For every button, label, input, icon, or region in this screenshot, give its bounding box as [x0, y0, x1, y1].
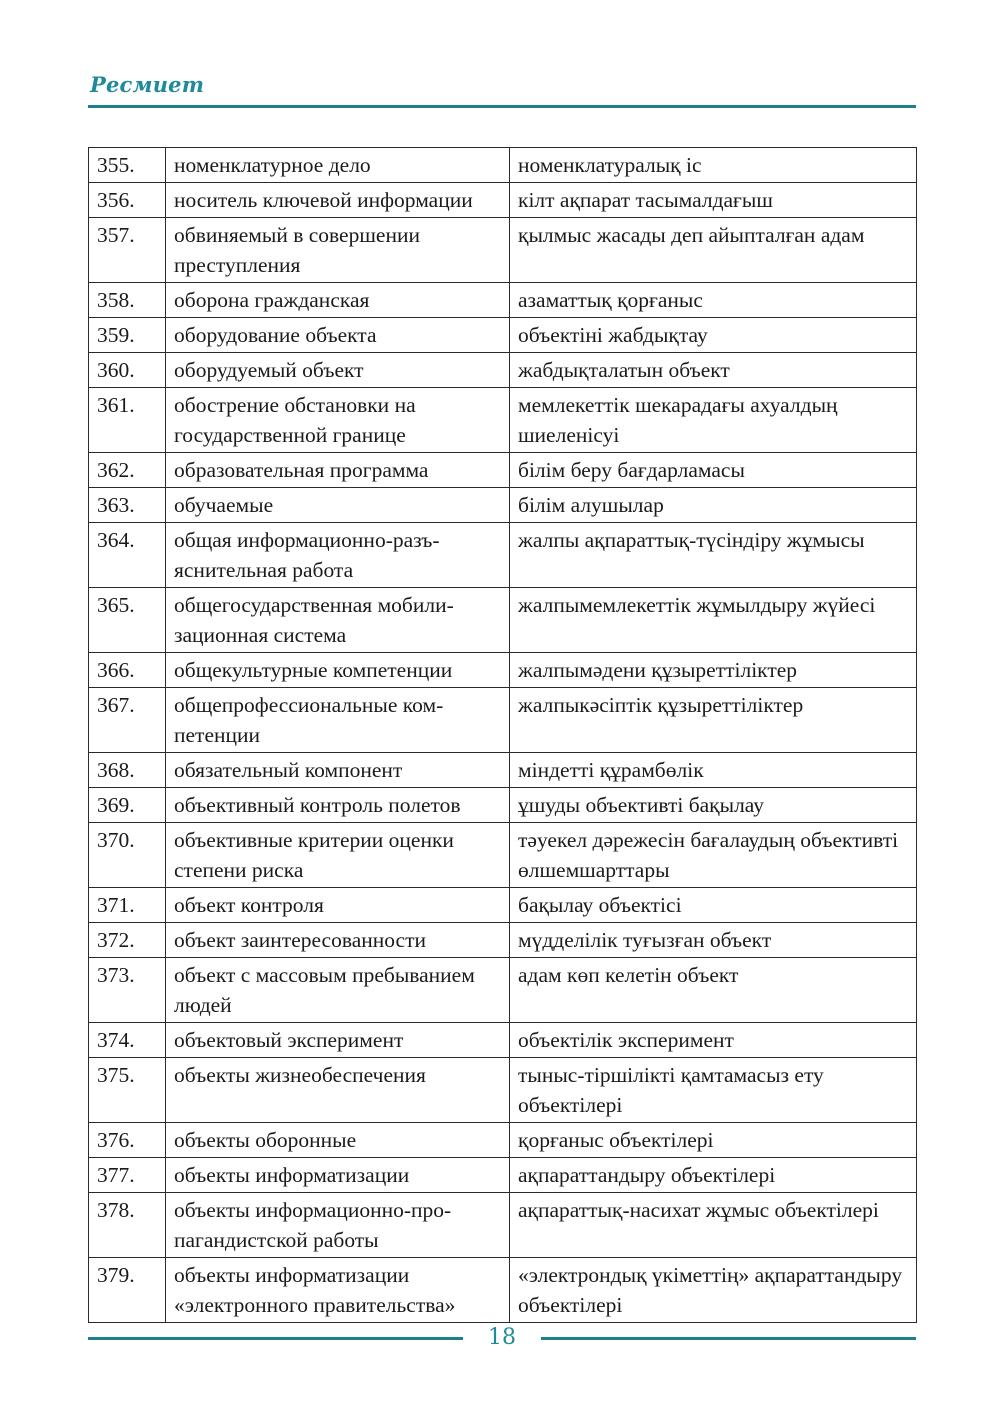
footer-divider-right	[541, 1337, 916, 1340]
russian-term: общепрофессиональные компетенции	[166, 688, 510, 753]
entry-number: 376.	[89, 1123, 166, 1158]
russian-term: объекты жизнеобеспечения	[166, 1058, 510, 1123]
entry-number: 356.	[89, 183, 166, 218]
table-row	[89, 1258, 917, 1323]
kazakh-term: жабдықталатын объект	[510, 353, 917, 388]
entry-number: 374.	[89, 1023, 166, 1058]
entry-number: 371.	[89, 888, 166, 923]
table-row	[89, 753, 917, 788]
kazakh-term: кілт ақпарат тасымалдағыш	[510, 183, 917, 218]
russian-term: оборона гражданская	[166, 283, 510, 318]
russian-term: объективный контроль полетов	[166, 788, 510, 823]
kazakh-term: мүдделілік туғызған объект	[510, 923, 917, 958]
kazakh-term: қорғаныс объектілері	[510, 1123, 917, 1158]
kazakh-term: қылмыс жасады деп айыпталған адам	[510, 218, 917, 283]
table-row	[89, 1023, 917, 1058]
entry-number: 379.	[89, 1258, 166, 1323]
table-row	[89, 1158, 917, 1193]
entry-number: 360.	[89, 353, 166, 388]
russian-term: номенклатурное дело	[166, 148, 510, 183]
kazakh-term: объектілік эксперимент	[510, 1023, 917, 1058]
kazakh-term: міндетті құрамбөлік	[510, 753, 917, 788]
table-row	[89, 1193, 917, 1258]
entry-number: 370.	[89, 823, 166, 888]
kazakh-term: жалпымемлекеттік жұмылдыру жүйесі	[510, 588, 917, 653]
entry-number: 378.	[89, 1193, 166, 1258]
russian-term: общая информационно-разъяснительная работа	[166, 523, 510, 588]
kazakh-term: мемлекеттік шекарадағы ахуалдың шиеленісуі	[510, 388, 917, 453]
entry-number: 372.	[89, 923, 166, 958]
entry-number: 361.	[89, 388, 166, 453]
russian-term: обвиняемый в совершении преступления	[166, 218, 510, 283]
entry-number: 359.	[89, 318, 166, 353]
kazakh-term: ақпараттандыру объектілері	[510, 1158, 917, 1193]
entry-number: 377.	[89, 1158, 166, 1193]
page-number: 18	[488, 1325, 516, 1350]
russian-term: обязательный компонент	[166, 753, 510, 788]
russian-term: объект контроля	[166, 888, 510, 923]
russian-term: объекты информатизации	[166, 1158, 510, 1193]
russian-term: общегосударственная мобилизационная система	[166, 588, 510, 653]
entry-number: 363.	[89, 488, 166, 523]
entry-number: 367.	[89, 688, 166, 753]
entry-number: 366.	[89, 653, 166, 688]
russian-term: носитель ключевой информации	[166, 183, 510, 218]
russian-term: обострение обстановки на государственной границе	[166, 388, 510, 453]
kazakh-term: жалпы ақпараттық-түсіндіру жұмысы	[510, 523, 917, 588]
glossary-table	[88, 147, 917, 1323]
russian-term: оборудуемый объект	[166, 353, 510, 388]
entry-number: 364.	[89, 523, 166, 588]
russian-term: объекты информационно-пропагандистской работы	[166, 1193, 510, 1258]
table-row	[89, 183, 917, 218]
russian-term: объектовый эксперимент	[166, 1023, 510, 1058]
table-row	[89, 1123, 917, 1158]
table-row	[89, 588, 917, 653]
entry-number: 369.	[89, 788, 166, 823]
kazakh-term: білім алушылар	[510, 488, 917, 523]
table-row	[89, 653, 917, 688]
table-row	[89, 388, 917, 453]
glossary-table-body	[89, 148, 917, 1323]
table-row	[89, 823, 917, 888]
kazakh-term: білім беру бағдарламасы	[510, 453, 917, 488]
table-row	[89, 923, 917, 958]
table-row	[89, 148, 917, 183]
russian-term: объективные критерии оценки степени риска	[166, 823, 510, 888]
table-row	[89, 1058, 917, 1123]
table-row	[89, 318, 917, 353]
russian-term: объекты оборонные	[166, 1123, 510, 1158]
kazakh-term: объектіні жабдықтау	[510, 318, 917, 353]
russian-term: оборудование объекта	[166, 318, 510, 353]
kazakh-term: азаматтық қорғаныс	[510, 283, 917, 318]
entry-number: 375.	[89, 1058, 166, 1123]
russian-term: общекультурные компетенции	[166, 653, 510, 688]
kazakh-term: тәуекел дәрежесін бағалаудың объективті өлшемшарттары	[510, 823, 917, 888]
kazakh-term: ұшуды объективті бақылау	[510, 788, 917, 823]
entry-number: 365.	[89, 588, 166, 653]
russian-term: образовательная программа	[166, 453, 510, 488]
table-row	[89, 958, 917, 1023]
russian-term: объект заинтересованности	[166, 923, 510, 958]
table-row	[89, 788, 917, 823]
kazakh-term: жалпыкәсіптік құзыреттіліктер	[510, 688, 917, 753]
footer-divider-left	[88, 1337, 463, 1340]
russian-term: объект с массовым пребыванием людей	[166, 958, 510, 1023]
table-row	[89, 218, 917, 283]
table-row	[89, 888, 917, 923]
kazakh-term: тыныс-тіршілікті қамтамасыз ету объектілері	[510, 1058, 917, 1123]
kazakh-term: «электрондық үкіметтің» ақпараттандыру объектілері	[510, 1258, 917, 1323]
table-row	[89, 488, 917, 523]
entry-number: 358.	[89, 283, 166, 318]
table-row	[89, 688, 917, 753]
entry-number: 357.	[89, 218, 166, 283]
kazakh-term: адам көп келетін объект	[510, 958, 917, 1023]
header-divider	[88, 105, 916, 108]
russian-term: объекты информатизации «электронного правительства»	[166, 1258, 510, 1323]
table-row	[89, 453, 917, 488]
entry-number: 373.	[89, 958, 166, 1023]
russian-term: обучаемые	[166, 488, 510, 523]
kazakh-term: бақылау объектісі	[510, 888, 917, 923]
kazakh-term: ақпараттық-насихат жұмыс объектілері	[510, 1193, 917, 1258]
running-header-title: Ресмиет	[90, 72, 205, 97]
table-row	[89, 353, 917, 388]
entry-number: 355.	[89, 148, 166, 183]
kazakh-term: номенклатуралық іс	[510, 148, 917, 183]
kazakh-term: жалпымәдени құзыреттіліктер	[510, 653, 917, 688]
table-row	[89, 283, 917, 318]
table-row	[89, 523, 917, 588]
entry-number: 368.	[89, 753, 166, 788]
entry-number: 362.	[89, 453, 166, 488]
